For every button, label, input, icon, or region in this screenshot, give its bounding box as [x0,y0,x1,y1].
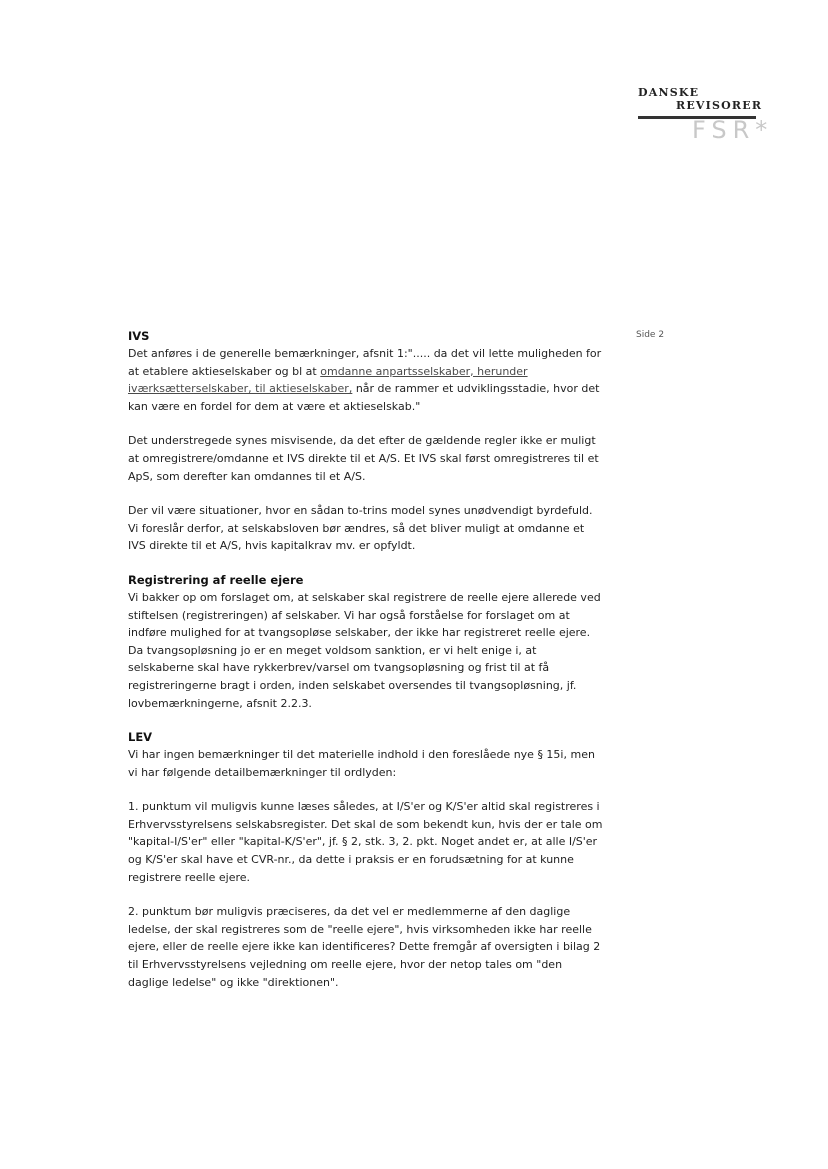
lev-paragraph-1: Vi har ingen bemærkninger til det materielle indhold i den foreslåede nye § 15i, men vi har følgende detailbemærkninger til ordlyden: [128,748,595,779]
logo-fsr-mark: FSR* [692,116,774,144]
lev-paragraph-3: 2. punktum bør muligvis præciseres, da det vel er medlemmerne af den daglige ledelse, der skal registreres som de "reelle ejere", hvis virksomheden ikke har reelle ejere, eller de reelle ejere ikke kan identificeres? Dette fremgår af oversigten i bilag 2 til Erhvervsstyrelsens vejledning om reelle ejere, hvor der netop tales om "den daglige ledelse" og ikke "direktionen". [128,905,601,989]
registrering-paragraph-1: Vi bakker op om forslaget om, at selskaber skal registrere de reelle ejere allerede ved stiftelsen (registreringen) af selskaber. Vi har også forståelse for forslaget om at indføre mulighed for at tvangsopløse selskaber, der ikke har registreret reelle ejere. Da tvangsopløsning jo er en meget voldsom sanktion, er vi helt enige i, at selskaberne skal have rykkerbrev/varsel om tvangsopløsning og frist til at få registreringerne bragt i orden, inden selskabet oversendes til tvangsopløsning, jf. lovbemærkningerne, afsnit 2.2.3. [128,590,601,710]
ivs-p1-underlined-text: omdanne anpartsselskaber, herunder iværksætterselskaber, til aktieselskaber, [128,364,528,396]
danske-revisorer-logo [630,86,774,146]
section-title-registrering: Registrering af reelle ejere [128,572,304,587]
section-title-ivs: IVS [128,329,150,343]
ivs-p1-text-b: når de rammer et udviklingsstadie, hvor det kan være en fordel for dem at være et aktieselskab." [128,382,600,413]
ivs-paragraph-2: Det understregede synes misvisende, da det efter de gældende regler ikke er muligt at omregistrere/omdanne et IVS direkte til et A/S. Et IVS skal først omregistreres til et ApS, som derefter kan omdannes til et A/S. [128,434,599,483]
lev-paragraph-2: 1. punktum vil muligvis kunne læses således, at I/S'er og K/S'er altid skal registreres i Erhvervsstyrelsens selskabsregister. Det skal de som bekendt kun, hvis der er tale om "kapital-I/S'er" eller "kapital-K/S'er", jf. § 2, stk. 3, 2. pkt. Noget andet er, at alle I/S'er og K/S'er skal have et CVR-nr., da dette i praksis er en forudsætning for at kunne registrere reelle ejere. [128,800,603,884]
section-title-lev: LEV [128,730,153,745]
ivs-paragraph-1 [128,345,604,415]
logo-text-danske: DANSKE [638,86,700,99]
ivs-p1-text-a: Det anføres i de generelle bemærkninger, afsnit 1:"..... da det vil lette muligheden for at etablere aktieselskaber og bl at [128,347,602,378]
page-number: Side 2 [636,330,665,340]
letter-body [128,328,604,1008]
logo-text-revisorer: REVISORER [676,99,763,112]
ivs-paragraph-3: Der vil være situationer, hvor en sådan to-trins model synes unødvendigt byrdefuld. Vi foreslår derfor, at selskabsloven bør ændres, så det bliver muligt at omdanne et IVS direkte til et A/S, hvis kapitalkrav mv. er opfyldt. [128,504,593,553]
